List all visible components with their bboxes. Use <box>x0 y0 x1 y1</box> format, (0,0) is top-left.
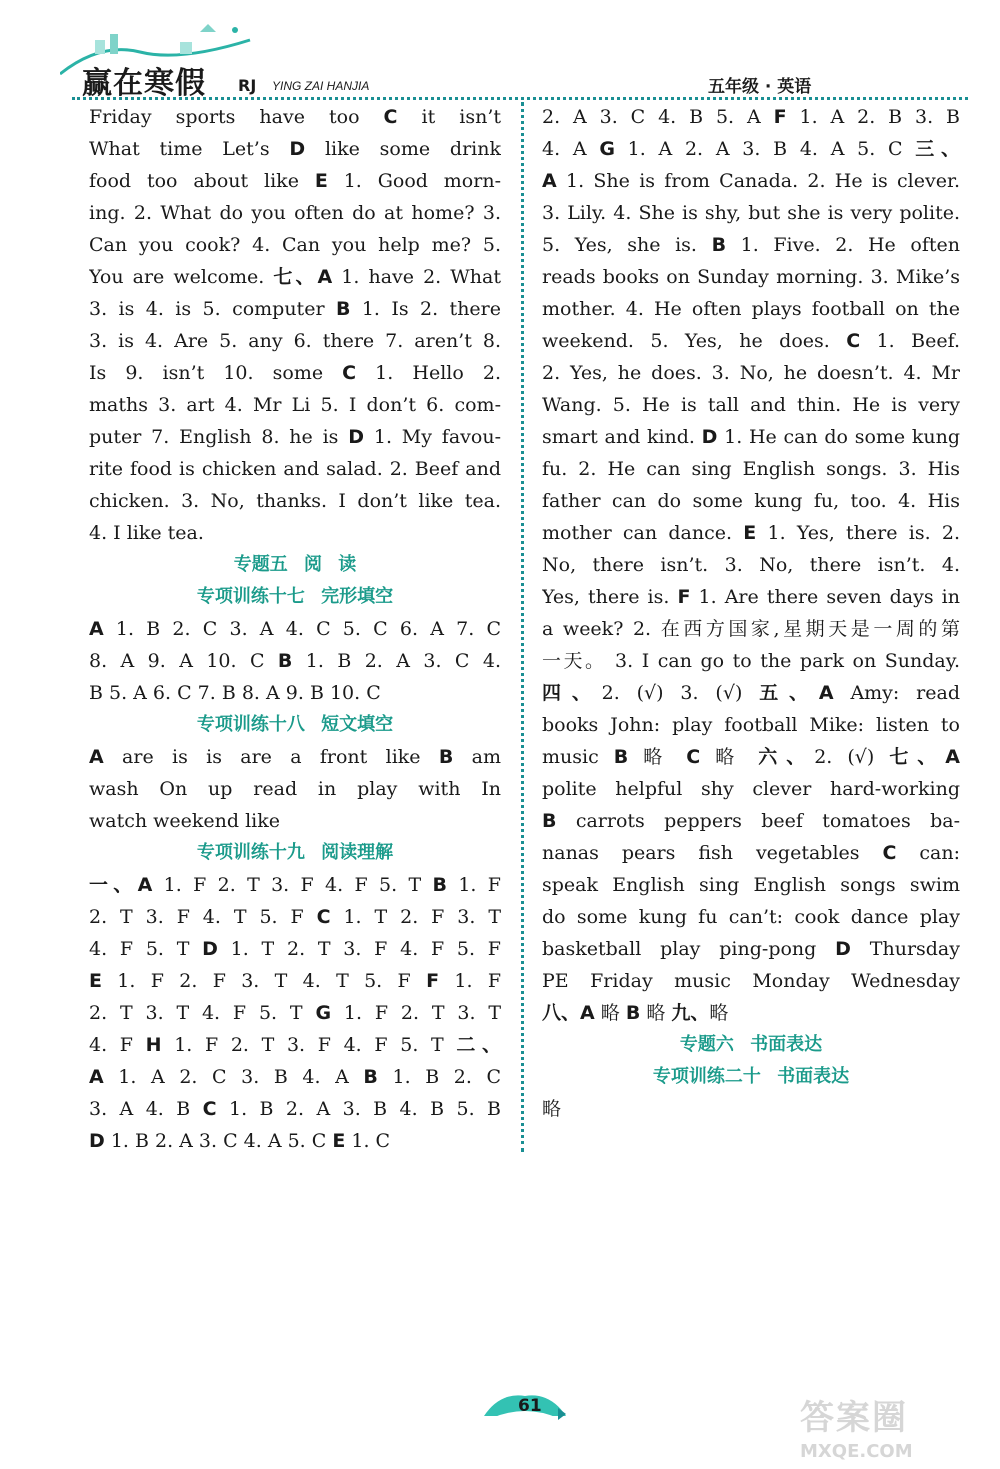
right-column <box>542 101 960 1125</box>
answer-line: do some kung fu can’t: cook dance play <box>542 906 960 928</box>
answer-line: 3. is 4. is 5. computer B 1. Is 2. there <box>89 298 501 320</box>
answer-line: food too about like E 1. Good morn- <box>89 170 501 192</box>
answer-line: puter 7. English 8. he is D 1. My favou- <box>89 426 501 448</box>
answer-line: What time Let’s D like some drink <box>89 138 501 160</box>
page-header <box>0 0 1000 100</box>
book-subtitle: YING ZAI HANJIA <box>272 79 370 93</box>
grade-subject: 五年级 · 英语 <box>708 77 812 97</box>
answer-line: rite food is chicken and salad. 2. Beef and <box>89 458 501 480</box>
answer-line: 2. Yes, he does. 3. No, he doesn’t. 4. Mr <box>542 362 960 384</box>
answer-line: 略 <box>542 1098 562 1120</box>
answer-lines <box>89 741 501 837</box>
answer-line: B 5. A 6. C 7. B 8. A 9. B 10. C <box>89 682 381 704</box>
answer-line: 八、A 略 B 略 九、略 <box>542 1002 729 1024</box>
answer-line: reads books on Sunday morning. 3. Mike’s <box>542 266 960 288</box>
edition-badge: RJ <box>238 76 257 95</box>
answer-line: smart and kind. D 1. He can do some kung <box>542 426 960 448</box>
answer-lines <box>89 613 501 709</box>
watermark-url: MXQE.COM <box>800 1441 913 1462</box>
watermark <box>800 1390 990 1460</box>
answer-line: A 1. B 2. C 3. A 4. C 5. C 6. A 7. C <box>89 618 501 640</box>
section-heading: 专题六 书面表达 <box>679 1034 823 1055</box>
answer-line: speak English sing English songs swim <box>542 874 960 896</box>
exercise-heading: 专项训练十九 阅读理解 <box>196 842 394 863</box>
exercise-heading: 专项训练十八 短文填空 <box>196 714 394 735</box>
answer-line: 4. F 5. T D 1. T 2. T 3. F 4. F 5. F <box>89 938 501 960</box>
answer-line: weekend. 5. Yes, he does. C 1. Beef. <box>542 330 960 352</box>
answer-line: Friday sports have too C it isn’t <box>89 106 501 128</box>
answer-line: E 1. F 2. F 3. T 4. T 5. F F 1. F <box>89 970 501 992</box>
answer-line: 3. A 4. B C 1. B 2. A 3. B 4. B 5. B <box>89 1098 501 1120</box>
answer-line: basketball play ping-pong D Thursday <box>542 938 960 960</box>
watermark-text: 答案圈 <box>800 1398 908 1438</box>
answer-line: 4. I like tea. <box>89 522 204 544</box>
answer-line: 3. is 4. Are 5. any 6. there 7. aren’t 8. <box>89 330 501 352</box>
answer-line: Can you cook? 4. Can you help me? 5. <box>89 234 501 256</box>
answer-line: You are welcome. 七、A 1. have 2. What <box>89 266 501 288</box>
section-heading: 专题五 阅 读 <box>233 554 357 575</box>
answer-line: wash On up read in play with In <box>89 778 501 800</box>
exercise-heading: 专项训练十七 完形填空 <box>196 586 394 607</box>
answer-line: nanas pears fish vegetables C can: <box>542 842 960 864</box>
answer-line: ing. 2. What do you often do at home? 3. <box>89 202 501 224</box>
answer-line: father can do some kung fu, too. 4. His <box>542 490 960 512</box>
answer-line: PE Friday music Monday Wednesday <box>542 970 960 992</box>
answer-line: watch weekend like <box>89 810 281 832</box>
answer-line: Yes, there is. F 1. Are there seven days in <box>542 586 960 608</box>
answer-line: fu. 2. He can sing English songs. 3. His <box>542 458 960 480</box>
answer-lines <box>542 101 960 1029</box>
answer-line: 2. A 3. C 4. B 5. A F 1. A 2. B 3. B <box>542 106 960 128</box>
answer-line: a week? 2. 在西方国家,星期天是一周的第 <box>542 618 960 640</box>
left-column <box>89 101 501 1157</box>
answer-lines <box>89 101 501 549</box>
answer-line: chicken. 3. No, thanks. I don’t like tea. <box>89 490 501 512</box>
exercise-heading: 专项训练二十 书面表达 <box>652 1066 850 1087</box>
answer-line: Wang. 5. He is tall and thin. He is very <box>542 394 960 416</box>
answer-line: D 1. B 2. A 3. C 4. A 5. C E 1. C <box>89 1130 391 1152</box>
answer-line: A are is is are a front like B am <box>89 746 501 768</box>
answer-line: 一、A 1. F 2. T 3. F 4. F 5. T B 1. F <box>89 874 501 896</box>
answer-line: 5. Yes, she is. B 1. Five. 2. He often <box>542 234 960 256</box>
answer-line: mother. 4. He often plays football on the <box>542 298 960 320</box>
answer-line: 2. T 3. F 4. T 5. F C 1. T 2. F 3. T <box>89 906 501 928</box>
answer-line: 3. Lily. 4. She is shy, but she is very polite. <box>542 202 960 224</box>
column-divider <box>521 102 524 1152</box>
answer-line: 4. F H 1. F 2. T 3. F 4. F 5. T 二、 <box>89 1034 501 1056</box>
answer-line: 一天。 3. I can go to the park on Sunday. <box>542 650 960 672</box>
answer-line: polite helpful shy clever hard-working <box>542 778 960 800</box>
header-rule <box>72 97 968 100</box>
answer-line: No, there isn’t. 3. No, there isn’t. 4. <box>542 554 960 576</box>
answer-line: 8. A 9. A 10. C B 1. B 2. A 3. C 4. <box>89 650 501 672</box>
answer-line: A 1. A 2. C 3. B 4. A B 1. B 2. C <box>89 1066 501 1088</box>
answer-line: mother can dance. E 1. Yes, there is. 2. <box>542 522 960 544</box>
answer-line: Is 9. isn’t 10. some C 1. Hello 2. <box>89 362 501 384</box>
answer-line: maths 3. art 4. Mr Li 5. I don’t 6. com- <box>89 394 501 416</box>
answer-line: 4. A G 1. A 2. A 3. B 4. A 5. C 三、 <box>542 138 960 160</box>
page-number: 61 <box>518 1396 542 1416</box>
answer-line: 四、2. (√) 3. (√) 五、A Amy: read <box>542 682 960 704</box>
answer-line: 2. T 3. T 4. F 5. T G 1. F 2. T 3. T <box>89 1002 501 1024</box>
answer-lines <box>89 869 501 1157</box>
answer-line: music B 略 C 略 六、2. (√) 七、A <box>542 746 960 768</box>
answer-line: B carrots peppers beef tomatoes ba- <box>542 810 960 832</box>
answer-line: A 1. She is from Canada. 2. He is clever. <box>542 170 960 192</box>
answer-line: books John: play football Mike: listen to <box>542 714 960 736</box>
book-title: 赢在寒假 <box>82 66 206 101</box>
